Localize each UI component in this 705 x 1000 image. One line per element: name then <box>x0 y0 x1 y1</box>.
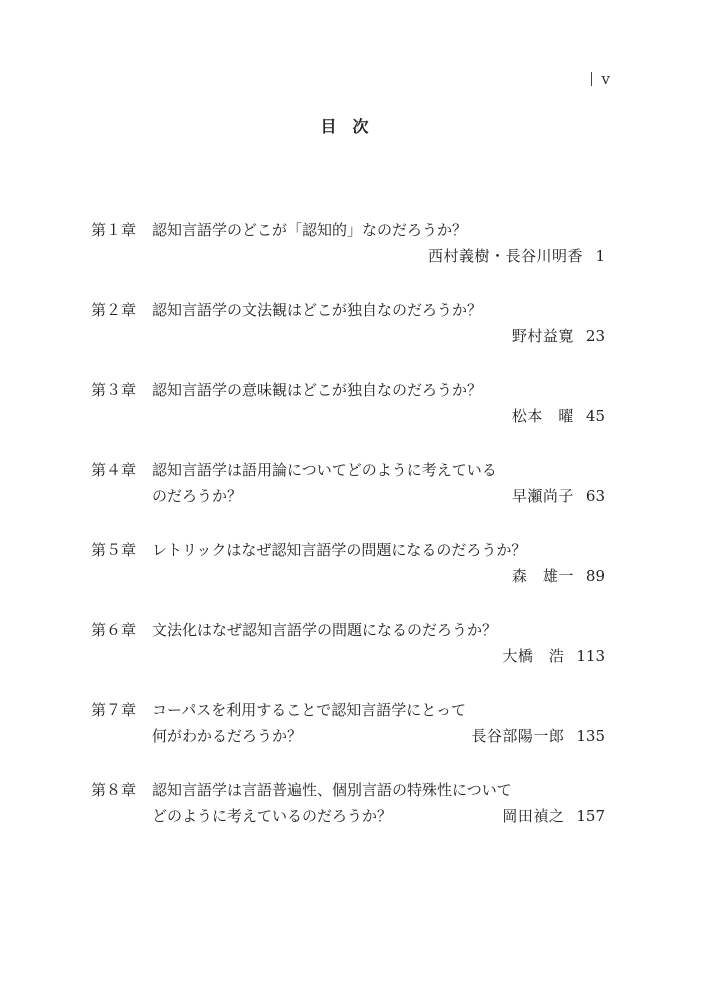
toc-entry-2[interactable] <box>91 297 605 377</box>
chapter-author: 森 雄一 <box>511 567 574 585</box>
chapter-page: 23 <box>585 327 605 345</box>
table-of-contents <box>91 217 605 857</box>
chapter-title: 認知言語学は言語普遍性、個別言語の特殊性について <box>152 781 512 799</box>
chapter-title-continued: どのように考えているのだろうか？ <box>152 807 393 825</box>
chapter-page: 63 <box>585 487 605 505</box>
toc-entry-4[interactable] <box>91 457 605 537</box>
toc-entry-7[interactable] <box>91 697 605 777</box>
chapter-title: コーパスを利用することで認知言語学にとって <box>152 701 466 719</box>
toc-entry-1[interactable] <box>91 217 605 297</box>
chapter-number: 第１章 <box>91 221 137 239</box>
toc-entry-3[interactable] <box>91 377 605 457</box>
chapter-title: レトリックはなぜ認知言語学の問題になるのだろうか？ <box>152 541 527 559</box>
chapter-page: 1 <box>595 247 605 265</box>
chapter-page: 113 <box>576 647 605 665</box>
page-title: 目次 <box>320 117 385 136</box>
page-number <box>591 70 610 88</box>
chapter-author: 早瀬尚子 <box>511 487 574 505</box>
chapter-number: 第３章 <box>91 381 137 399</box>
chapter-title: 認知言語学は語用論についてどのように考えている <box>152 461 497 479</box>
chapter-title: 文法化はなぜ認知言語学の問題になるのだろうか？ <box>152 621 498 639</box>
chapter-title: 認知言語学の文法観はどこが独自なのだろうか？ <box>152 301 483 319</box>
page-number-text: v <box>601 70 610 88</box>
toc-entry-8[interactable] <box>91 777 605 857</box>
chapter-author: 岡田禎之 <box>502 807 565 825</box>
chapter-number: 第８章 <box>91 781 137 799</box>
chapter-number: 第４章 <box>91 461 137 479</box>
chapter-page: 45 <box>585 407 605 425</box>
header-rule <box>591 72 592 86</box>
chapter-page: 135 <box>576 727 605 745</box>
chapter-author: 大橋 浩 <box>502 647 565 665</box>
chapter-number: 第７章 <box>91 701 137 719</box>
chapter-author: 長谷部陽一郎 <box>471 727 565 745</box>
chapter-title: 認知言語学の意味観はどこが独自なのだろうか？ <box>152 381 483 399</box>
chapter-author: 松本 曜 <box>511 407 574 425</box>
chapter-author: 野村益寛 <box>511 327 574 345</box>
toc-entry-6[interactable] <box>91 617 605 697</box>
chapter-page: 157 <box>576 807 605 825</box>
chapter-number: 第６章 <box>91 621 137 639</box>
toc-entry-5[interactable] <box>91 537 605 617</box>
chapter-title-continued: 何がわかるだろうか？ <box>152 727 303 745</box>
chapter-author: 西村義樹・長谷川明香 <box>427 247 583 265</box>
chapter-page: 89 <box>585 567 605 585</box>
chapter-number: 第５章 <box>91 541 137 559</box>
chapter-number: 第２章 <box>91 301 137 319</box>
chapter-title: 認知言語学のどこが「認知的」なのだろうか？ <box>152 221 468 239</box>
chapter-title-continued: のだろうか？ <box>152 487 243 505</box>
